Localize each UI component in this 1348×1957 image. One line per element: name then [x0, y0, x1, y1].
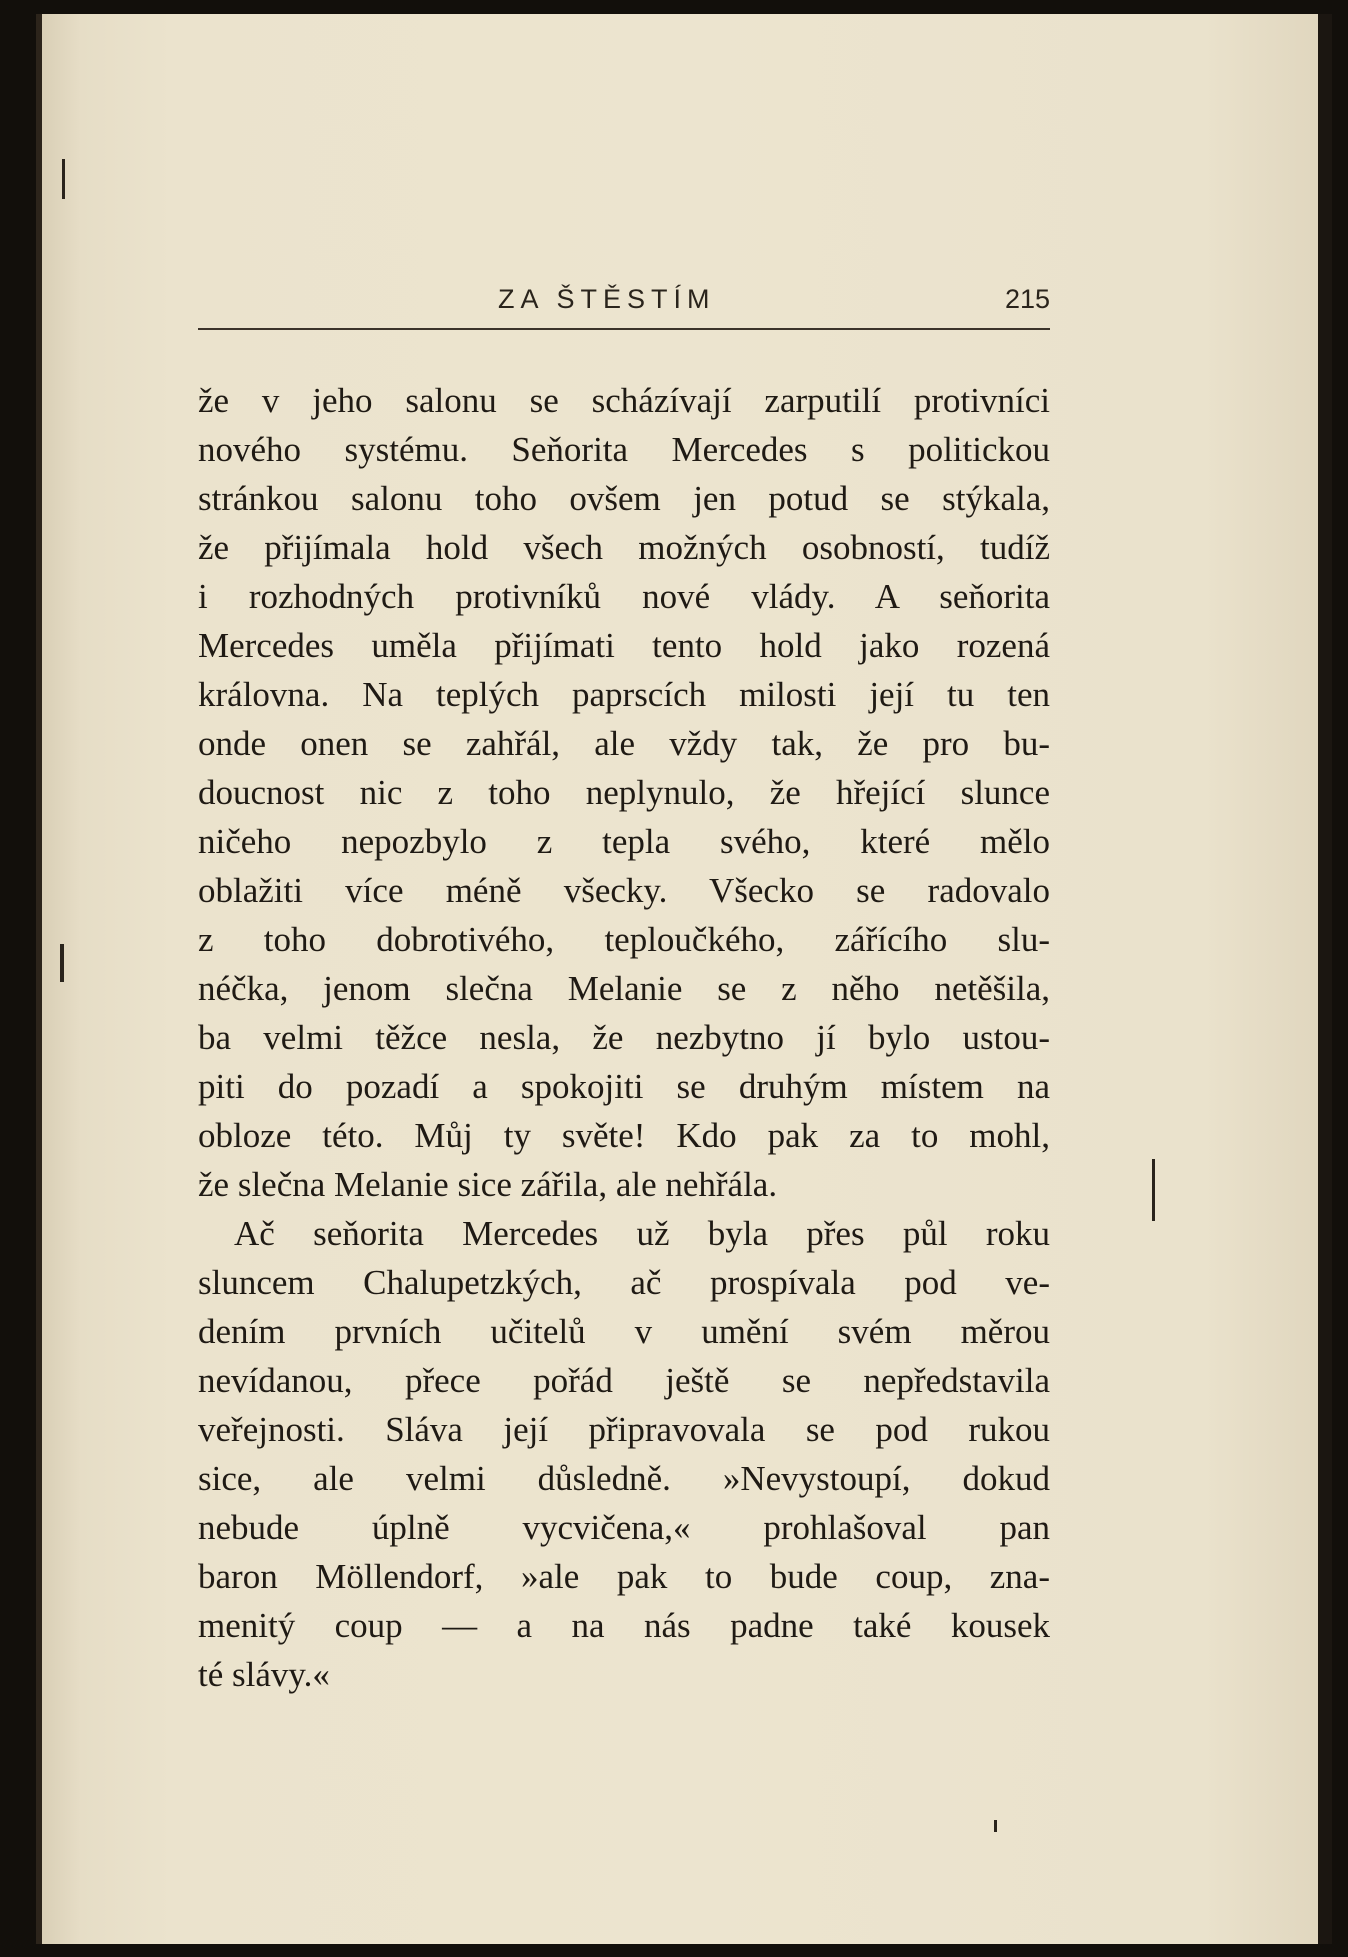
text-line: že přijímala hold všech možných osobností, tudíž	[198, 528, 1050, 567]
ink-speck	[1152, 1159, 1155, 1221]
text-line: ničeho nepozbylo z tepla svého, které mělo	[198, 822, 1050, 861]
text-line: stránkou salonu toho ovšem jen potud se stýkala,	[198, 479, 1050, 518]
page-edge	[1318, 14, 1332, 1944]
text-line: doucnost nic z toho neplynulo, že hřející slunce	[198, 773, 1050, 812]
paragraph-1	[198, 376, 1050, 1209]
page-header	[198, 278, 1050, 330]
text-line: néčka, jenom slečna Melanie se z něho netěšila,	[198, 969, 1050, 1008]
text-line: té slávy.«	[198, 1655, 330, 1694]
text-line: že slečna Melanie sice zářila, ale nehřála.	[198, 1165, 778, 1204]
running-title: ZA ŠTĚSTÍM	[498, 284, 716, 314]
text-line: i rozhodných protivníků nové vlády. A seňorita	[198, 577, 1050, 616]
text-line: veřejnosti. Sláva její připravovala se pod rukou	[198, 1410, 1050, 1449]
ink-speck	[62, 159, 65, 199]
text-line: obloze této. Můj ty světe! Kdo pak za to mohl,	[198, 1116, 1050, 1155]
text-line: královna. Na teplých paprscích milosti její tu ten	[198, 675, 1050, 714]
text-line: Mercedes uměla přijímati tento hold jako rozená	[198, 626, 1050, 665]
text-line: že v jeho salonu se scházívají zarputilí protivníci	[198, 381, 1050, 420]
text-line: piti do pozadí a spokojiti se druhým místem na	[198, 1067, 1050, 1106]
ink-speck	[994, 1820, 997, 1832]
text-line: menitý coup — a na nás padne také kousek	[198, 1606, 1050, 1645]
text-line: sice, ale velmi důsledně. »Nevystoupí, dokud	[198, 1459, 1050, 1498]
text-line: nevídanou, přece pořád ještě se nepředstavila	[198, 1361, 1050, 1400]
text-line: oblažiti více méně všecky. Všecko se radovalo	[198, 871, 1050, 910]
text-line: baron Möllendorf, »ale pak to bude coup, zna-	[198, 1557, 1050, 1596]
body-text	[198, 376, 1050, 1699]
paragraph-2	[198, 1209, 1050, 1699]
text-line: dením prvních učitelů v umění svém měrou	[198, 1312, 1050, 1351]
ink-speck	[60, 944, 64, 982]
text-line: z toho dobrotivého, teploučkého, zářícího slu-	[198, 920, 1050, 959]
text-line: sluncem Chalupetzkých, ač prospívala pod ve-	[198, 1263, 1050, 1302]
text-line: Ač seňorita Mercedes už byla přes půl roku	[234, 1214, 1050, 1253]
text-line: nového systému. Seňorita Mercedes s politickou	[198, 430, 1050, 469]
text-line: onde onen se zahřál, ale vždy tak, že pro bu-	[198, 724, 1050, 763]
page-number: 215	[1004, 284, 1050, 314]
text-line: ba velmi těžce nesla, že nezbytno jí bylo ustou-	[198, 1018, 1050, 1057]
text-line: nebude úplně vycvičena,« prohlašoval pan	[198, 1508, 1050, 1547]
